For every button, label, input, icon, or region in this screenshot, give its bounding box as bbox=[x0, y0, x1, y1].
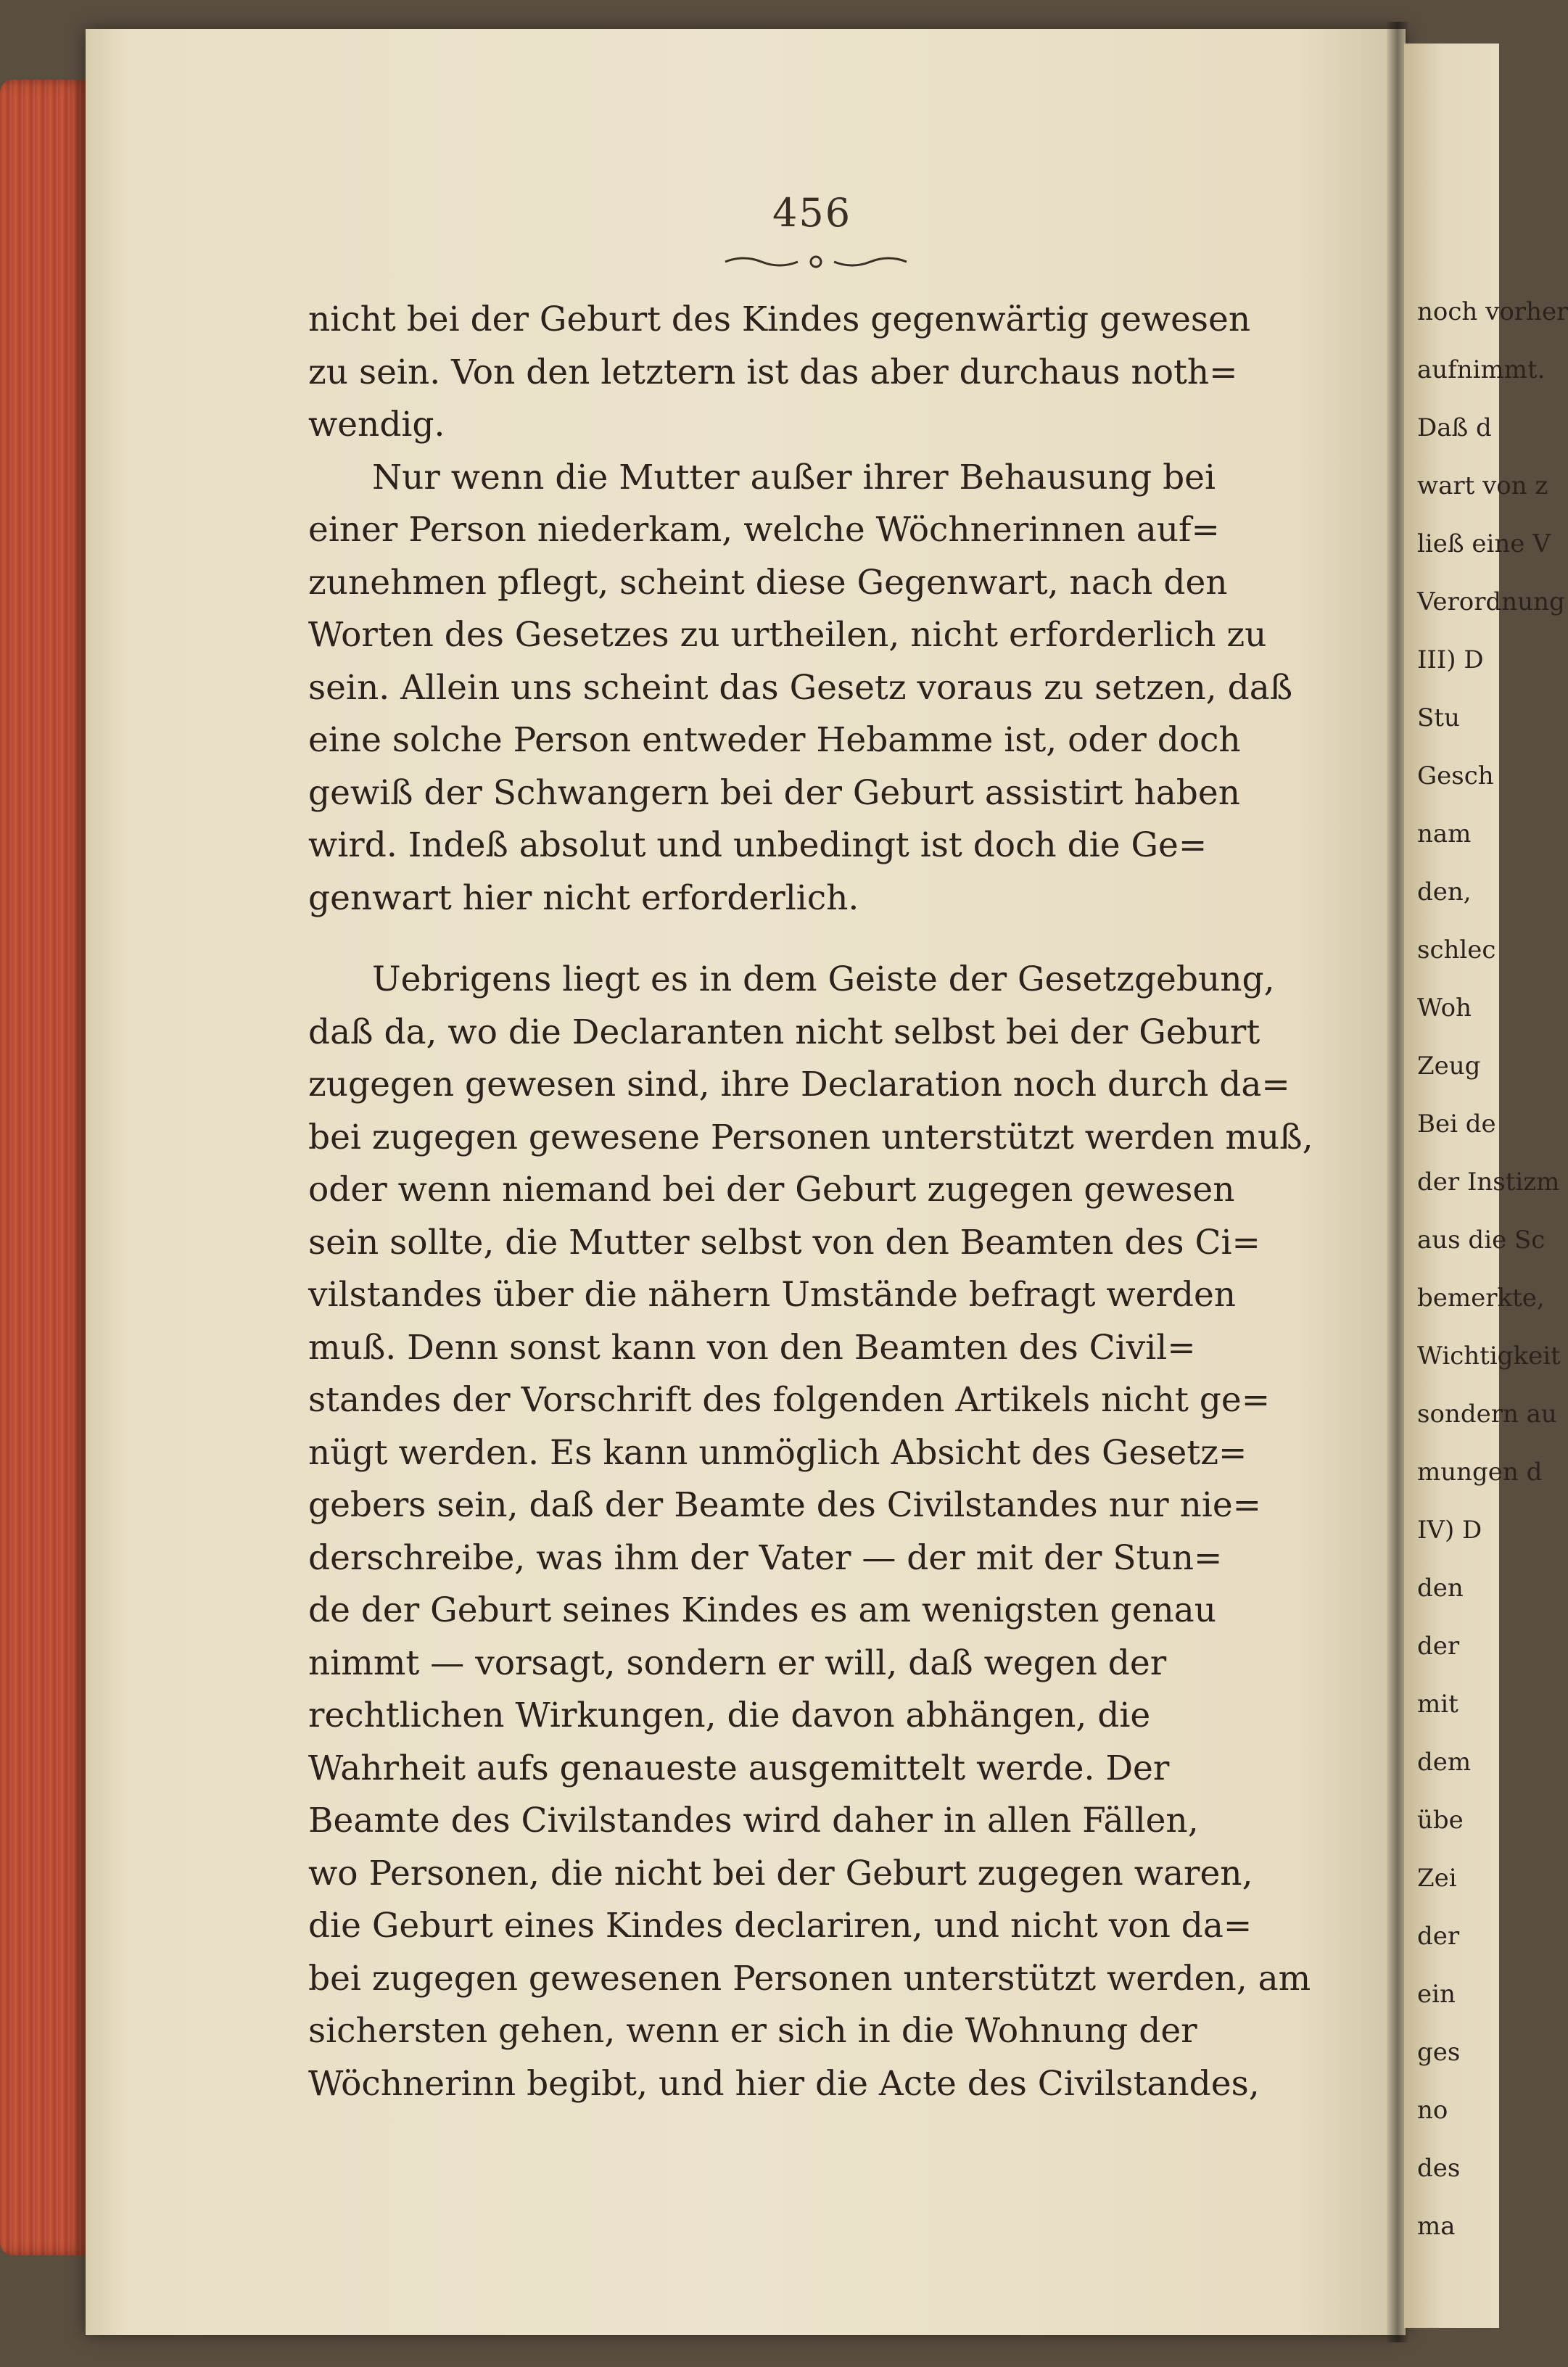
facing-page-line: des bbox=[1417, 2154, 1461, 2183]
text-line: Wahrheit aufs genaueste ausgemittelt werde. Der bbox=[308, 1748, 1170, 1788]
facing-page-line: den, bbox=[1417, 877, 1472, 906]
text-line: wird. Indeß absolut und unbedingt ist doch die Ge= bbox=[308, 825, 1208, 865]
text-line: eine solche Person entweder Hebamme ist, oder doch bbox=[308, 720, 1241, 760]
facing-page-line: no bbox=[1417, 2096, 1448, 2125]
facing-page-line: der bbox=[1417, 1922, 1460, 1951]
text-line: zugegen gewesen sind, ihre Declaration noch durch da= bbox=[308, 1065, 1290, 1104]
paragraph-start-line: Uebrigens liegt es in dem Geiste der Gesetzgebung, bbox=[372, 959, 1275, 999]
facing-page-line: Daß d bbox=[1417, 413, 1492, 442]
text-line: einer Person niederkam, welche Wöchnerinnen auf= bbox=[308, 510, 1220, 550]
text-line: Worten des Gesetzes zu urtheilen, nicht erforderlich zu bbox=[308, 615, 1267, 655]
facing-page-line: Stu bbox=[1417, 703, 1460, 732]
facing-page-line: sondern au bbox=[1417, 1400, 1557, 1429]
facing-page-line: schlec bbox=[1417, 935, 1496, 964]
text-line: sichersten gehen, wenn er sich in die Wohnung der bbox=[308, 2011, 1197, 2051]
facing-page-line: wart von z bbox=[1417, 471, 1548, 500]
text-line: Beamte des Civilstandes wird daher in allen Fällen, bbox=[308, 1801, 1199, 1841]
text-line: gewiß der Schwangern bei der Geburt assistirt haben bbox=[308, 772, 1240, 813]
text-line: zu sein. Von den letztern ist das aber durchaus noth= bbox=[308, 352, 1238, 392]
facing-page-line: Wichtigkeit bbox=[1417, 1342, 1561, 1371]
facing-page-line: ges bbox=[1417, 2038, 1461, 2067]
text-line: gebers sein, daß der Beamte des Civilstandes nur nie= bbox=[308, 1485, 1262, 1525]
text-line: rechtlichen Wirkungen, die davon abhängen, die bbox=[308, 1695, 1151, 1735]
text-line: genwart hier nicht erforderlich. bbox=[308, 877, 859, 918]
text-line: bei zugegen gewesenen Personen unterstützt werden, am bbox=[308, 1958, 1311, 1999]
facing-page-line: Zeug bbox=[1417, 1052, 1481, 1081]
facing-page-line: ließ eine V bbox=[1417, 529, 1551, 558]
text-line: Wöchnerinn begibt, und hier die Acte des Civilstandes, bbox=[308, 2063, 1260, 2104]
text-line: nügt werden. Es kann unmöglich Absicht des Gesetz= bbox=[308, 1432, 1247, 1473]
text-line: wendig. bbox=[308, 405, 445, 445]
text-line: oder wenn niemand bei der Geburt zugegen gewesen bbox=[308, 1170, 1235, 1210]
text-line: standes der Vorschrift des folgenden Artikels nicht ge= bbox=[308, 1380, 1271, 1420]
facing-page-line: noch vorher bbox=[1417, 297, 1568, 326]
facing-page-line: den bbox=[1417, 1574, 1464, 1603]
text-line: sein. Allein uns scheint das Gesetz voraus zu setzen, daß bbox=[308, 667, 1293, 708]
red-page-edges bbox=[0, 80, 87, 2255]
text-line: daß da, wo die Declaranten nicht selbst bei der Geburt bbox=[308, 1012, 1260, 1052]
facing-page-line: dem bbox=[1417, 1748, 1472, 1777]
text-line: nimmt — vorsagt, sondern er will, daß wegen der bbox=[308, 1643, 1167, 1683]
facing-page-line: IV) D bbox=[1417, 1516, 1482, 1545]
ornament-divider bbox=[722, 250, 910, 272]
text-line: sein sollte, die Mutter selbst von den Beamten des Ci= bbox=[308, 1222, 1260, 1263]
text-line: muß. Denn sonst kann von den Beamten des Civil= bbox=[308, 1327, 1196, 1368]
facing-page-line: Bei de bbox=[1417, 1110, 1496, 1139]
facing-page-line: Verordnung bbox=[1417, 587, 1565, 616]
facing-page-line: ein bbox=[1417, 1980, 1456, 2009]
text-line: bei zugegen gewesene Personen unterstützt werden muß, bbox=[308, 1117, 1313, 1157]
text-line: derschreibe, was ihm der Vater — der mit der Stun= bbox=[308, 1537, 1223, 1578]
facing-page-line: III) D bbox=[1417, 645, 1484, 674]
text-line: vilstandes über die nähern Umstände befragt werden bbox=[308, 1275, 1237, 1315]
facing-page-line: der Instizm bbox=[1417, 1168, 1560, 1197]
facing-page-line: nam bbox=[1417, 819, 1472, 848]
facing-page-line: ma bbox=[1417, 2212, 1456, 2241]
facing-page-line: aus die Sc bbox=[1417, 1226, 1546, 1255]
facing-page-line: aufnimmt. bbox=[1417, 355, 1546, 384]
text-line: wo Personen, die nicht bei der Geburt zugegen waren, bbox=[308, 1853, 1253, 1893]
body-text bbox=[308, 294, 1313, 2110]
paragraph-start-line: Nur wenn die Mutter außer ihrer Behausung bei bbox=[372, 457, 1216, 497]
text-line: die Geburt eines Kindes declariren, und nicht von da= bbox=[308, 1906, 1253, 1946]
text-line: zunehmen pflegt, scheint diese Gegenwart, nach den bbox=[308, 562, 1228, 603]
page-number: 456 bbox=[772, 190, 852, 236]
facing-page-line: mungen d bbox=[1417, 1458, 1543, 1487]
text-line: nicht bei der Geburt des Kindes gegenwärtig gewesen bbox=[308, 300, 1251, 339]
facing-page-line: übe bbox=[1417, 1806, 1464, 1835]
facing-page-line: Gesch bbox=[1417, 761, 1494, 790]
facing-page-line: Woh bbox=[1417, 994, 1472, 1023]
facing-page-line: mit bbox=[1417, 1690, 1458, 1719]
facing-page-fragment bbox=[1404, 44, 1568, 2328]
facing-page-line: der bbox=[1417, 1632, 1460, 1661]
facing-page-line: bemerkte, bbox=[1417, 1284, 1545, 1313]
text-line: de der Geburt seines Kindes es am wenigsten genau bbox=[308, 1590, 1216, 1630]
facing-page-line: Zei bbox=[1417, 1864, 1457, 1893]
